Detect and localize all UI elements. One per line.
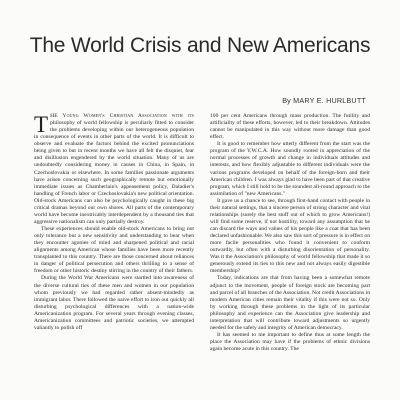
left-column [34, 113, 194, 397]
drop-cap: T [34, 113, 49, 137]
paragraph-5: It gave us a chance to see, through first-hand contact with people in their natural settings, that a sincere person of strong character and vital relationships (surely the best stuff out of which to grow Americans!) will find some reserve, if not hostility, toward any assumption that he can discard the ways and values of his people like a coat that has been declared unfashionable. We also saw this sort of pressure is in effect on more facile personalities who found it convenient to conform outwardly, but often with a disturbing disorientation of personality. Was it the Association's philosophy of world fellowship that made it so generously extend its ties to this new and not always easily digestible membership? [210, 197, 370, 275]
lead-in-text: HE Young Women's Christian Association with its [50, 113, 194, 119]
paragraph-1 [34, 113, 194, 226]
right-column [210, 113, 370, 397]
paragraph-3: During the World War Americans were startled into awareness of the diverse cultural ties of these men and women in our population whom previously we had regarded rather absent-mindedly as immigrant labor. There followed the naive effort to iron out quickly all disturbing psychological differences with a nation-wide Americanization program. For several years through evening classes, Americanization committees and patriotic societies, we attempted valiantly to polish off [34, 275, 194, 331]
paragraph-3-continued: 100 per cent Americans through mass production. The futility and artificiality of these efforts, however, led to their breakdown. Attitudes cannot be manipulated in this way without more damage than good effect. [210, 113, 370, 141]
author-byline: By MARY E. HURLBUTT [282, 96, 366, 105]
paragraph-2: These experiences should enable old-stock Americans to bring not only tolerance but a new sensitivity and understanding to bear when they encounter agonies of mind and sharpened political and racial alignments among American whose families have been more recently transplanted to this country. There are those concerned about reliances in danger of political persecution and others thrilling to a sense of freedom or other historic destiny stirring in the country of their fathers. [34, 226, 194, 275]
paragraph-7: It has seemed to me important to define thus at some length the place the Association may have if the problems of ethnic divisions again become acute in this country. The [210, 331, 370, 353]
paragraph-4: It is good to remember how utterly different from the start was the program of the Y.W.C.A. How soundly rooted in appreciation of the normal processes of growth and change in individuals attitudes and interests, and how flexibly adjustable to different individuals were the various programs developed on behalf of the foreign-born and their American children. I was always glad to have been part of that creative program, which I still hold to be the soundest all-round approach to the assimilation of "new Americans." [210, 141, 370, 197]
paragraph-6: Today, indications are that from having been a somewhat remote adjunct to the movement, people of foreign stock are becoming part and parcel of all branches of the Association. Not credit Associations in modern American cities remain their vitality if this were not so. Only by working through these problems in the light of its particular philosophy and experience can the Association give leadership and interpretation that will contribute toward adjustments so urgently needed for the safety and integrity of American democracy. [210, 275, 370, 331]
article-title: The World Crisis and New Americans [29, 34, 371, 57]
paragraph-1-text: philosophy of world fellowship is peculiarly fitted to consider the problems developing within our heterogeneous population in consequence of events in other parts of the world. It is difficult to observe and evaluate the factors behind the excited pronunciations being given to but in recent months we have all felt the disquiet, fear and disillusion engendered by the world situation. Many of us are undoubtedly considering money in causes in China, in Spain, in Czechoslovakia or elsewhere. In some families passionate arguments have arisen concerning such geographically remote but emotionally immediate issues as Chamberlain's appeasement policy, Daladier's handling of French labor or Czechoslovakia's new political orientation. Old-stock Americans can also be psychologically caught in these big critical dramas beyond our own shores. All parts of the contemporary world have become inextricably interdependent by a thousand ties that aggressive nationalism can only partially destroy. [34, 120, 194, 225]
